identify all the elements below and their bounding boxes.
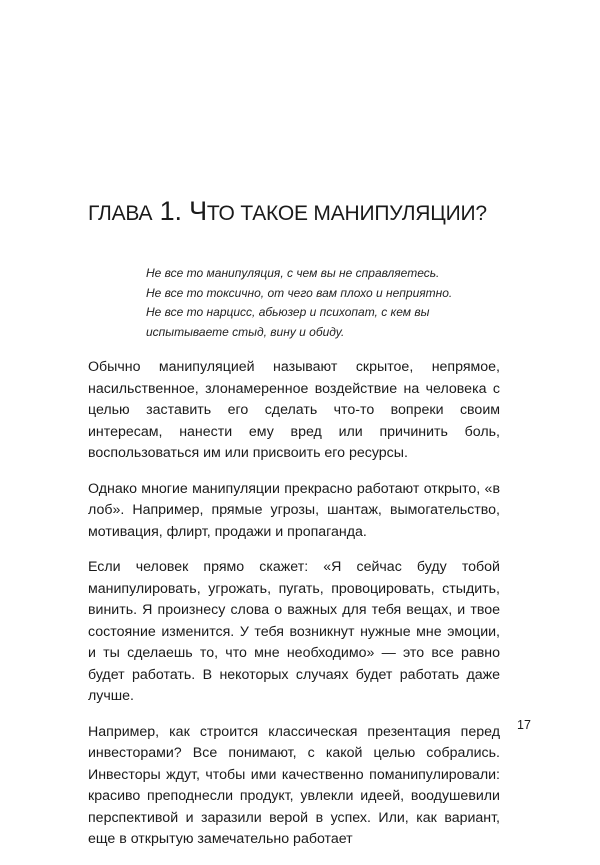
page-number: 17 [517,718,531,732]
paragraph: Однако многие манипуляции прекрасно работают открыто, «в лоб». Например, прямые угрозы, шантаж, вымогательство, мотивация, флирт, продажи и пропаганда. [88,480,500,540]
paragraph: Если человек прямо скажет: «Я сейчас буду тобой манипулировать, угрожать, пугать, провоцировать, стыдить, винить. Я произнесу слова о важных для тебя вещах, и твое состояние изменится. У тебя возникнут нужные мне эмоции, и ты сделаешь то, что мне необходимо» — это все равно будет работать. В некоторых случаях будет работать даже лучше. [88,559,500,704]
chapter-title [88,196,558,227]
chapter-title-rest: ТО ТАКОЕ МАНИПУЛЯЦИИ? [206,202,487,225]
body-text [88,357,500,865]
epigraph-line: Не все то токсично, от чего вам плохо и неприятно. [146,285,453,300]
chapter-number: 1. [159,196,182,226]
epigraph [146,264,506,342]
epigraph-line: Не все то нарцисс, абьюзер и психопат, с кем вы испытываете стыд, вину и обиду. [146,305,430,339]
epigraph-line: Не все то манипуляция, с чем вы не справляетесь. [146,266,440,280]
chapter-prefix: ГЛАВА [88,202,153,225]
paragraph: Обычно манипуляцией называют скрытое, непрямое, насильственное, злонамеренное воздействие на человека с целью заставить его сделать что-то вопреки своим интересам, нанести ему вред или причинить боль, воспользоваться им или присвоить его ресурсы. [88,359,500,461]
chapter-title-first-letter: Ч [189,196,207,226]
paragraph: Например, как строится классическая презентация перед инвесторами? Все понимают, с какой целью собрались. Инвесторы ждут, чтобы ими качественно поманипулировали: красиво преподнесли продукт, увлекли идеей, воодушевили перспективой и заразили верой в успех. Или, как вариант, еще в открытую замечательно работает [88,723,500,847]
